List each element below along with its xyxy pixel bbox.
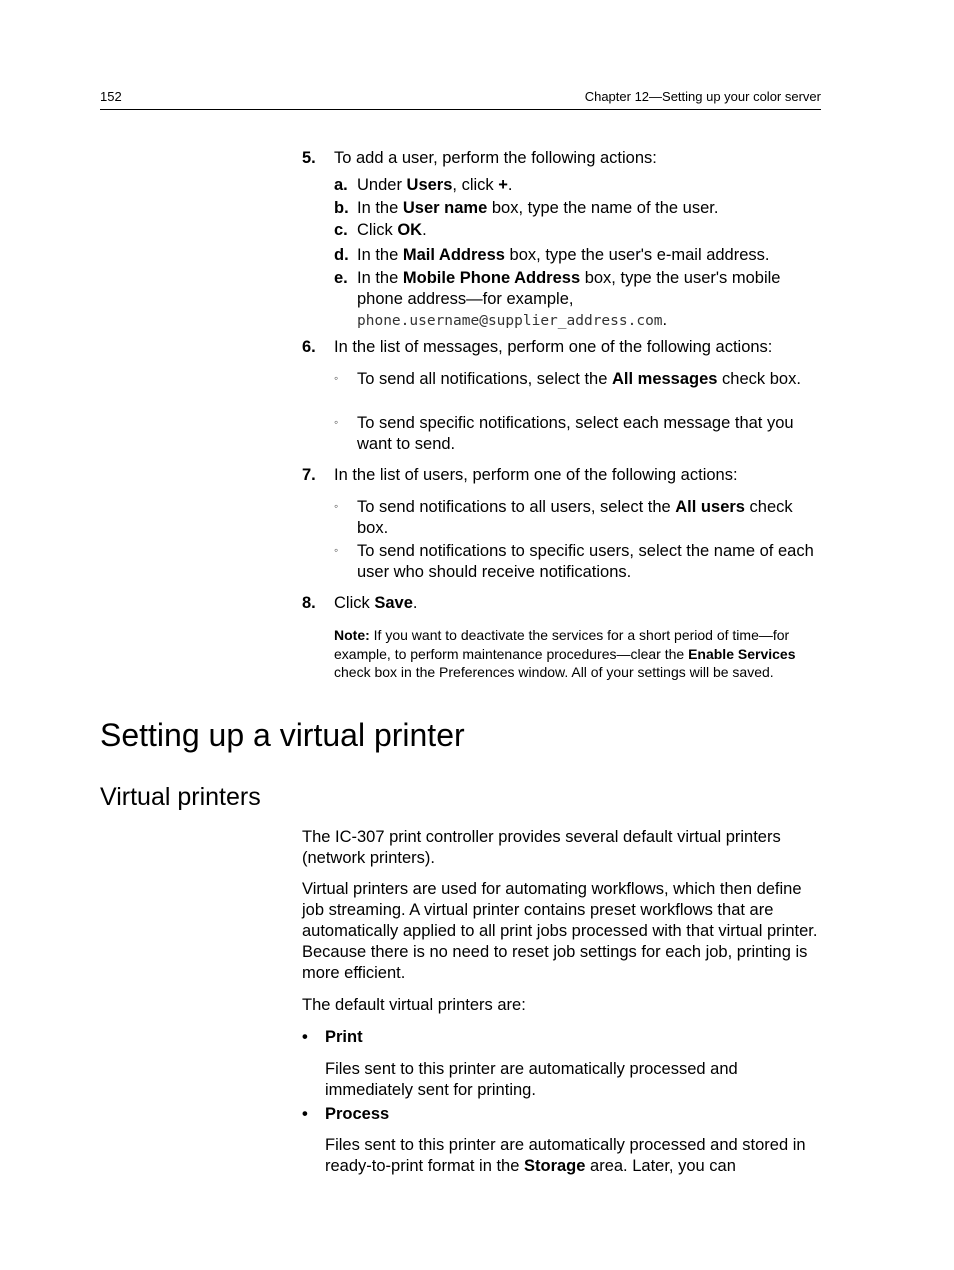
note-label: Note: [334, 627, 370, 643]
circle-bullet-icon: ◦ [334, 415, 339, 429]
option-text: To send specific notifications, select each message that you want to send. [357, 414, 794, 453]
item-description: Files sent to this printer are automatically processed and immediately sent for printing. [325, 1060, 738, 1099]
substep-letter: c. [334, 221, 348, 239]
step-number: 6. [302, 338, 316, 356]
chapter-title: Chapter 12—Setting up your color server [584, 89, 821, 104]
circle-bullet-icon: ◦ [334, 543, 339, 557]
substep-text: In the Mobile Phone Address box, type the user's mobile phone address—for example, phone.username@supplier_address.com. [357, 269, 781, 329]
step-number: 7. [302, 466, 316, 484]
substep-text: In the Mail Address box, type the user's e-mail address. [357, 246, 770, 264]
paragraph-intro: The IC-307 print controller provides several default virtual printers (network printers). [302, 828, 781, 867]
paragraph-description: Virtual printers are used for automating workflows, which then define job streaming. A virtual printer contains preset workflows that are automatically applied to all print jobs processed with that virtual printer. Because there is no need to reset job settings for each job, printing is more efficient. [302, 880, 818, 982]
step-number: 5. [302, 149, 316, 167]
paragraph-list-intro: The default virtual printers are: [302, 996, 526, 1014]
header-rule [100, 109, 821, 110]
page-number: 152 [100, 89, 122, 104]
option-text: To send notifications to all users, select the All users check box. [357, 498, 793, 537]
substep-letter: a. [334, 176, 348, 194]
option-text: To send all notifications, select the All messages check box. [357, 370, 801, 388]
item-description: Files sent to this printer are automatically processed and stored in ready-to-print format in the Storage area. Later, you can [325, 1136, 806, 1175]
step-text: Click Save. [334, 594, 418, 612]
substep-letter: d. [334, 246, 349, 264]
substep-text: In the User name box, type the name of the user. [357, 199, 719, 217]
circle-bullet-icon: ◦ [334, 499, 339, 513]
subsection-title: Virtual printers [100, 783, 261, 811]
substep-text: Click OK. [357, 221, 427, 239]
circle-bullet-icon: ◦ [334, 371, 339, 385]
example-address: phone.username@supplier_address.com [357, 313, 663, 329]
substep-letter: b. [334, 199, 349, 217]
note: Note: If you want to deactivate the services for a short period of time—for example, to perform maintenance procedures—clear the Enable Services check box in the Preferences window. All of your settings will be saved. [334, 627, 796, 680]
item-name: Print [325, 1028, 363, 1046]
bullet-icon: • [302, 1105, 308, 1123]
item-name: Process [325, 1105, 390, 1123]
step-text: In the list of messages, perform one of the following actions: [334, 338, 773, 356]
step-number: 8. [302, 594, 316, 612]
option-text: To send notifications to specific users, select the name of each user who should receive notifications. [357, 542, 814, 581]
substep-text: Under Users, click +. [357, 176, 513, 194]
step-text: In the list of users, perform one of the following actions: [334, 466, 738, 484]
substep-letter: e. [334, 269, 348, 287]
section-title: Setting up a virtual printer [100, 717, 465, 753]
bullet-icon: • [302, 1028, 308, 1046]
step-text: To add a user, perform the following actions: [334, 149, 657, 167]
